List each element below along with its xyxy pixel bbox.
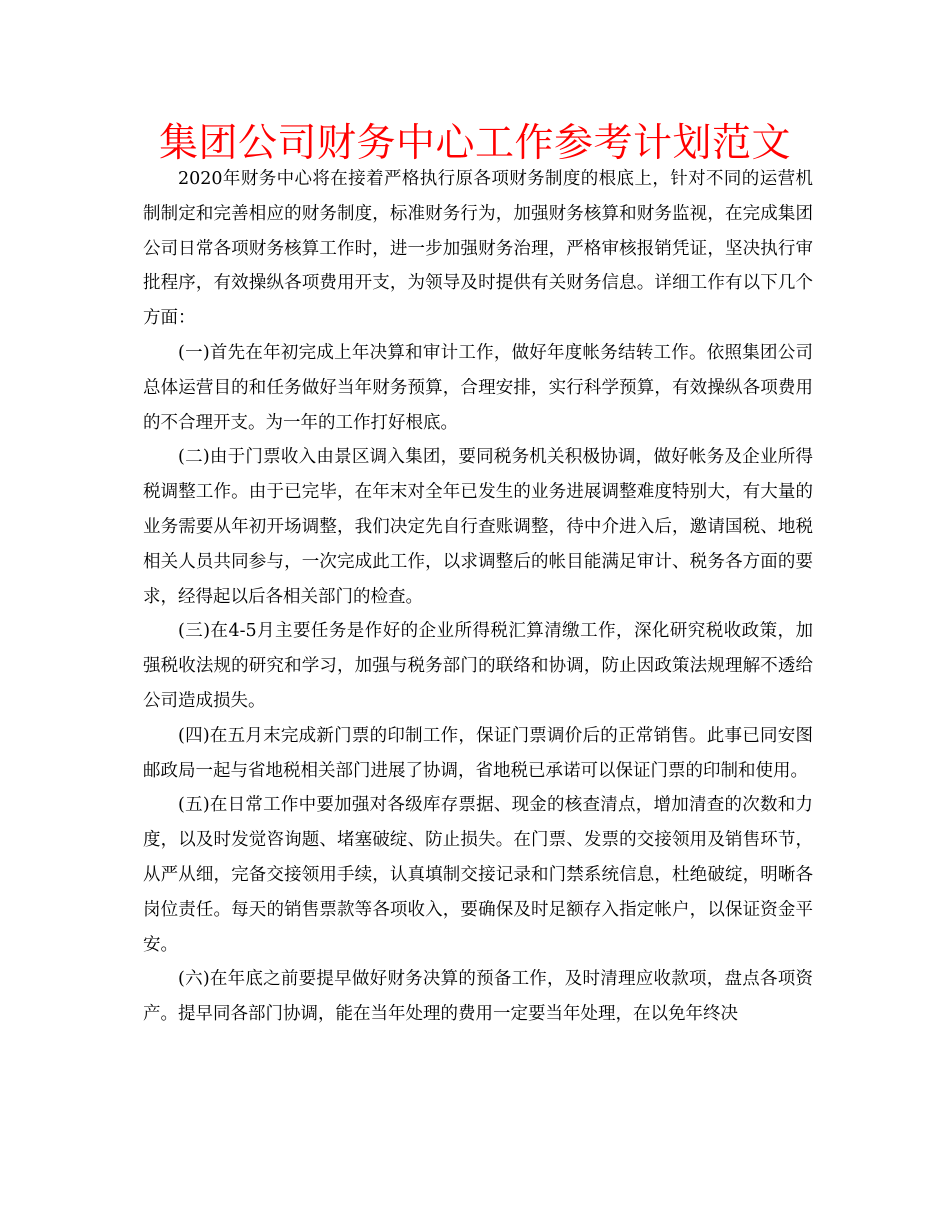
document-body <box>143 162 813 1032</box>
paragraph-item-5: (五)在日常工作中要加强对各级库存票据、现金的核查清点，增加清查的次数和力度，以及时发觉咨询题、堵塞破绽、防止损失。在门票、发票的交接领用及销售环节，从严从细，完备交接领用手续，认真填制交接记录和门禁系统信息，杜绝破绽，明晰各岗位责任。每天的销售票款等各项收入，要确保及时足额存入指定帐户，以保证资金平安。 <box>143 795 813 955</box>
paragraph-item-6: (六)在年底之前要提早做好财务决算的预备工作，及时清理应收款项，盘点各项资产。提早同各部门协调，能在当年处理的费用一定要当年处理，在以免年终决 <box>143 969 813 1025</box>
document-title: 集团公司财务中心工作参考计划范文 <box>158 121 791 166</box>
paragraph-item-4: (四)在五月末完成新门票的印制工作，保证门票调价后的正常销售。此事已同安图邮政局一起与省地税相关部门进展了协调，省地税已承诺可以保证门票的印制和使用。 <box>143 725 813 781</box>
paragraph-intro: 2020年财务中心将在接着严格执行原各项财务制度的根底上，针对不同的运营机制制定和完善相应的财务制度，标准财务行为，加强财务核算和财务监视，在完成集团公司日常各项财务核算工作时，进一步加强财务治理，严格审核报销凭证，坚决执行审批程序，有效操纵各项费用开支，为领导及时提供有关财务信息。详细工作有以下几个方面： <box>143 169 813 329</box>
paragraph-item-1: (一)首先在年初完成上年决算和审计工作，做好年度帐务结转工作。依照集团公司总体运营目的和任务做好当年财务预算，合理安排，实行科学预算，有效操纵各项费用的不合理开支。为一年的工作打好根底。 <box>143 342 813 433</box>
paragraph-item-3: (三)在4-5月主要任务是作好的企业所得税汇算清缴工作，深化研究税收政策，加强税收法规的研究和学习，加强与税务部门的联络和协调，防止因政策法规理解不透给公司造成损失。 <box>143 621 813 711</box>
paragraph-item-2: (二)由于门票收入由景区调入集团，要同税务机关积极协调，做好帐务及企业所得税调整工作。由于已完毕，在年末对全年已发生的业务进展调整难度特别大，有大量的业务需要从年初开场调整，我们决定先自行查账调整，待中介进入后，邀请国税、地税相关人员共同参与，一次完成此工作，以求调整后的帐目能满足审计、税务各方面的要求，经得起以后各相关部门的检查。 <box>143 447 813 607</box>
